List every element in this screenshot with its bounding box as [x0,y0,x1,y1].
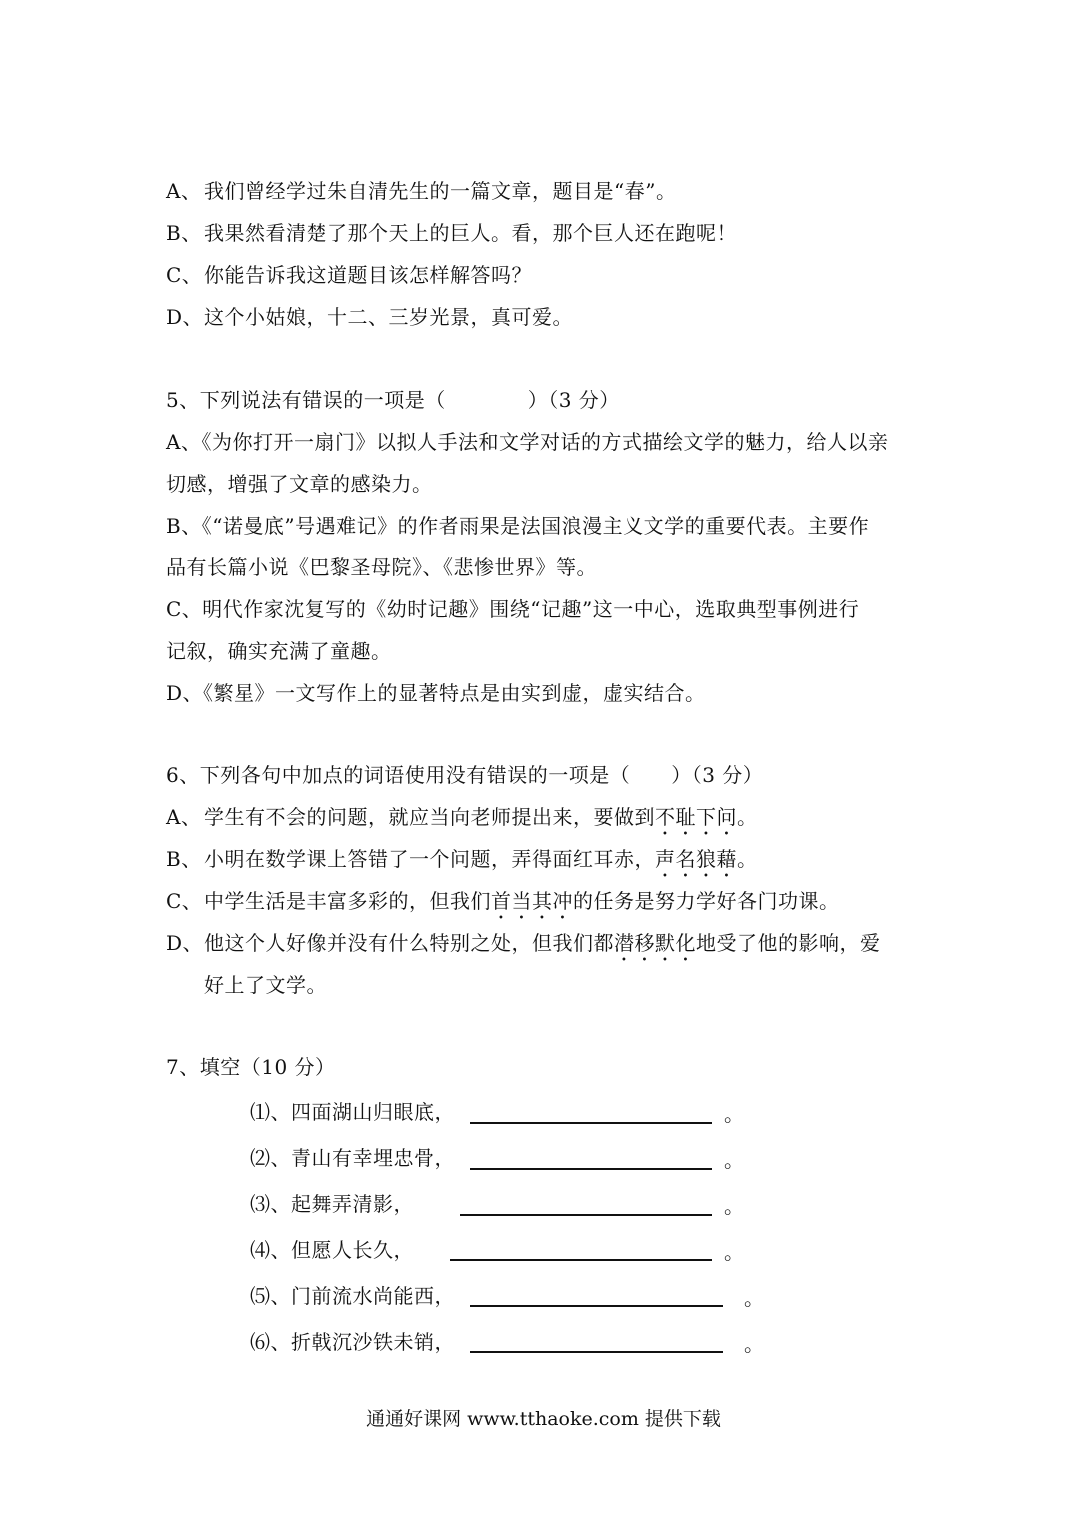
option-label: C、 [166,263,203,287]
q5-line: 切感，增强了文章的感染力。 [166,472,433,496]
dotted-phrase: 潜移默化 [614,931,696,955]
item-number: ⑵、 [250,1146,291,1170]
item-number: ⑸、 [250,1284,291,1308]
item-text: 但愿人长久， [291,1238,414,1262]
item-number: ⑴、 [250,1100,291,1124]
option-text-before: 小明在数学课上答错了一个问题，弄得面红耳赤， [204,847,655,871]
answer-blank-6[interactable] [470,1351,723,1353]
item-text: 四面湖山归眼底， [291,1100,455,1124]
item-period: 。 [744,1332,764,1356]
q5-line: D、《繁星》一文写作上的显著特点是由实到虚，虚实结合。 [166,681,706,705]
fill-item-1 [250,1099,455,1125]
q5-line: 品有长篇小说《巴黎圣母院》、《悲惨世界》等。 [166,555,597,579]
item-period: 。 [724,1194,744,1218]
item-number: ⑶、 [250,1192,291,1216]
option-text-after: 的任务是努力学好各门功课。 [573,889,840,913]
dotted-phrase: 不耻下问 [655,805,737,829]
q4-option-a [166,178,676,204]
option-label: A、 [166,179,202,203]
answer-blank-2[interactable] [470,1168,712,1170]
item-text: 折戟沉沙铁未销， [291,1330,455,1354]
option-text-after: 地受了他的影响，爱 [696,931,881,955]
q6-stem: 6、下列各句中加点的词语使用没有错误的一项是（ ）（3 分） [166,763,764,787]
item-period: 。 [724,1240,744,1264]
dotted-phrase: 声名狼藉 [655,847,737,871]
item-text: 青山有幸埋忠骨， [291,1146,455,1170]
option-text-after: 。 [737,847,758,871]
option-text: 这个小姑娘，十二、三岁光景，真可爱。 [204,305,573,329]
fill-item-2 [250,1145,455,1171]
item-number: ⑹、 [250,1330,291,1354]
option-text: 你能告诉我这道题目该怎样解答吗？ [204,263,532,287]
item-text: 门前流水尚能西， [291,1284,455,1308]
option-text-before: 中学生活是丰富多彩的，但我们 [204,889,491,913]
q5-line: C、明代作家沈复写的《幼时记趣》围绕“记趣”这一中心，选取典型事例进行 [166,597,860,621]
q5-line: A、《为你打开一扇门》以拟人手法和文学对话的方式描绘文学的魅力，给人以亲 [166,430,889,454]
option-label: D、 [166,305,204,329]
option-label: A、 [166,805,202,829]
q4-option-b [166,220,737,246]
item-period: 。 [744,1286,764,1310]
item-period: 。 [724,1102,744,1126]
item-period: 。 [724,1148,744,1172]
q4-option-c [166,262,532,288]
q5-line: 记叙，确实充满了童趣。 [166,639,392,663]
answer-blank-4[interactable] [450,1259,712,1261]
q6-option-c [166,888,840,924]
fill-item-3 [250,1191,414,1217]
page-footer: 通通好课网 www.tthaoke.com 提供下载 [366,1408,721,1430]
fill-item-5 [250,1283,455,1309]
q5-stem: 5、下列说法有错误的一项是（ ）（3 分） [166,388,620,412]
item-number: ⑷、 [250,1238,291,1262]
option-label: B、 [166,847,202,871]
option-text: 我们曾经学过朱自清先生的一篇文章，题目是“春”。 [204,179,677,203]
option-text-before: 学生有不会的问题，就应当向老师提出来，要做到 [204,805,655,829]
option-text: 我果然看清楚了那个天上的巨人。看，那个巨人还在跑呢！ [204,221,737,245]
q6-option-a [166,804,758,840]
option-text-after: 。 [737,805,758,829]
answer-blank-1[interactable] [470,1122,712,1124]
option-label: B、 [166,221,202,245]
fill-item-4 [250,1237,414,1263]
answer-blank-3[interactable] [460,1214,712,1216]
option-label: C、 [166,889,203,913]
dotted-phrase: 首当其冲 [491,889,573,913]
q7-stem: 7、填空（10 分） [166,1055,336,1079]
option-text-before: 他这个人好像并没有什么特别之处，但我们都 [204,931,614,955]
fill-item-6 [250,1329,455,1355]
option-label: D、 [166,931,204,955]
item-text: 起舞弄清影， [291,1192,414,1216]
q4-option-d [166,304,573,330]
q6-option-b [166,846,758,882]
answer-blank-5[interactable] [470,1305,723,1307]
q6-option-d [166,930,881,966]
q6-option-d-continuation: 好上了文学。 [204,973,327,997]
q5-line: B、《“诺曼底”号遇难记》的作者雨果是法国浪漫主义文学的重要代表。主要作 [166,514,870,538]
